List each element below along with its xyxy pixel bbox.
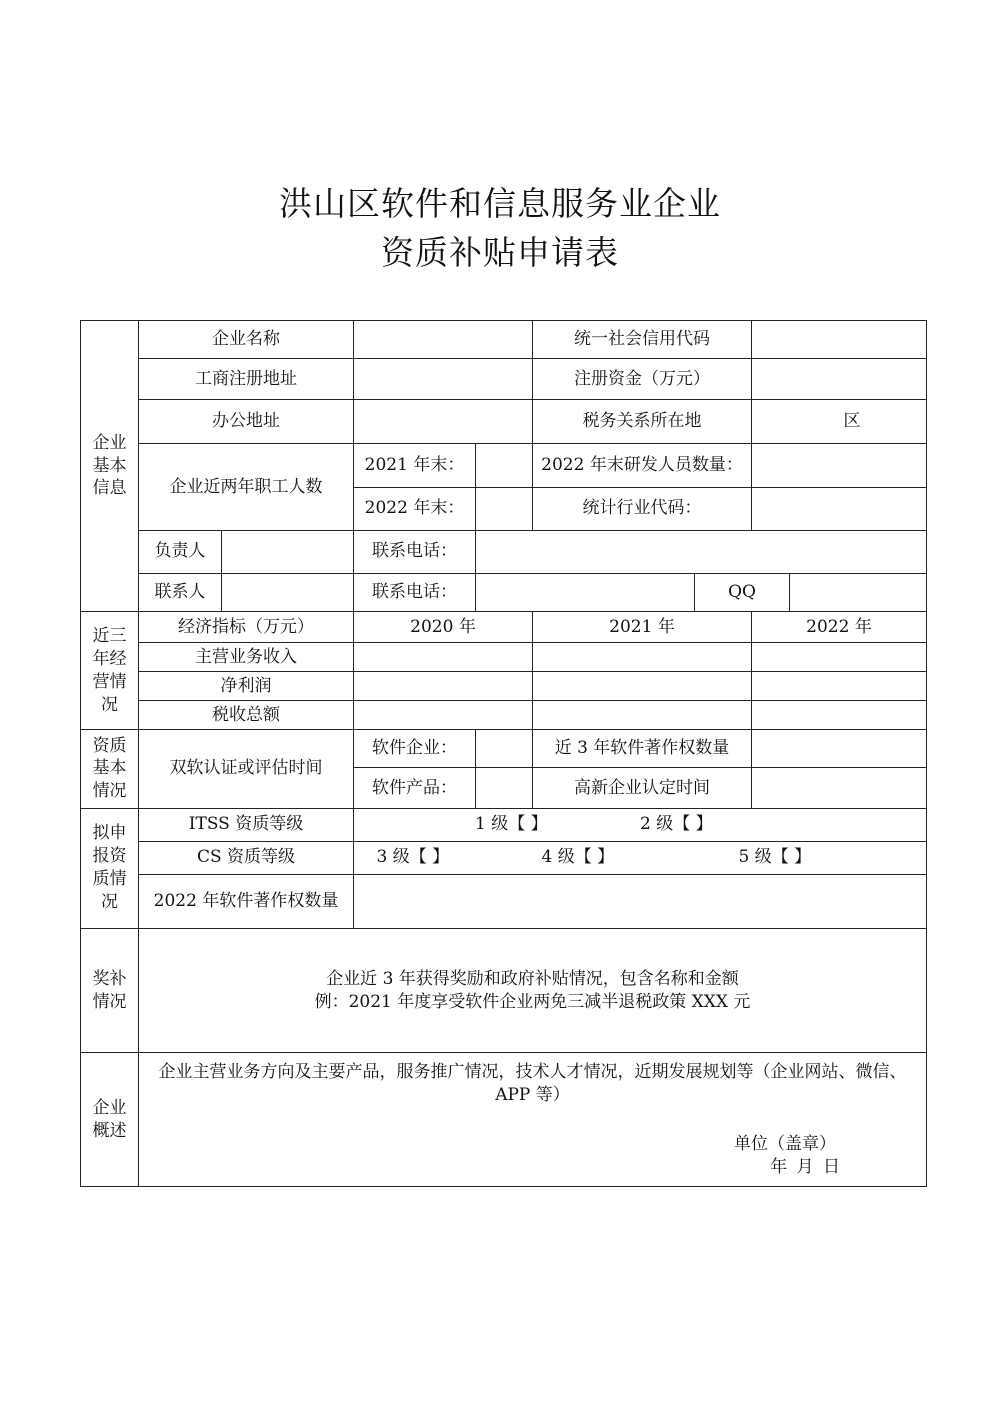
net-profit-2021-field[interactable]: [533, 672, 752, 701]
tax-total-2022-field[interactable]: [752, 701, 927, 730]
employees-2022-field[interactable]: [476, 487, 533, 530]
revenue-2020-field[interactable]: [354, 643, 533, 672]
employees-2022-label: 2022 年末：: [354, 487, 476, 530]
application-form-table: [80, 320, 927, 1187]
industry-code-field[interactable]: [752, 487, 927, 530]
award-instruction: 企业近 3 年获得奖励和政府补贴情况，包含名称和金额: [326, 968, 739, 989]
date-label: 年 月 日: [770, 1156, 843, 1177]
copyright-3y-field[interactable]: [752, 730, 927, 768]
cs-label: CS 资质等级: [139, 841, 354, 874]
employees-2021-label: 2021 年末：: [354, 444, 476, 487]
contact-label: 联系人: [139, 573, 222, 611]
tax-total-2021-field[interactable]: [533, 701, 752, 730]
cs-level-5[interactable]: 5 级【 】: [738, 847, 812, 868]
cs-level-4[interactable]: 4 级【 】: [541, 847, 615, 868]
tax-total-label: 税收总额: [139, 701, 354, 730]
employees-2021-field[interactable]: [476, 444, 533, 487]
year-2021-header: 2021 年: [533, 611, 752, 642]
copyright-2022-field[interactable]: [354, 874, 927, 928]
rd-staff-2022-field[interactable]: [752, 444, 927, 487]
net-profit-2022-field[interactable]: [752, 672, 927, 701]
phone-2-field[interactable]: [476, 573, 695, 611]
section-operations: 近三年经营情况: [81, 611, 139, 729]
tax-total-2020-field[interactable]: [354, 701, 533, 730]
credit-code-field[interactable]: [752, 321, 927, 359]
office-address-label: 办公地址: [139, 400, 354, 444]
employees-label: 企业近两年职工人数: [139, 444, 354, 530]
reg-capital-label: 注册资金（万元）: [533, 359, 752, 400]
overview-field[interactable]: [139, 1053, 927, 1187]
phone-1-label: 联系电话：: [354, 530, 476, 573]
itss-level-options: [354, 808, 927, 841]
office-address-field[interactable]: [354, 400, 533, 444]
section-qualification: 资质基本情况: [81, 730, 139, 808]
cert-time-label: 双软认证或评估时间: [139, 730, 354, 808]
person-in-charge-label: 负责人: [139, 530, 222, 573]
phone-1-field[interactable]: [476, 530, 927, 573]
cs-level-3[interactable]: 3 级【 】: [376, 847, 450, 868]
reg-address-field[interactable]: [354, 359, 533, 400]
reg-capital-field[interactable]: [752, 359, 927, 400]
software-enterprise-field[interactable]: [476, 730, 533, 768]
net-profit-2020-field[interactable]: [354, 672, 533, 701]
tax-location-field[interactable]: 区: [752, 400, 927, 444]
stamp-label: 单位（盖章）: [734, 1133, 837, 1154]
form-title-line-2: 资质补贴申请表: [381, 233, 619, 272]
reg-address-label: 工商注册地址: [139, 359, 354, 400]
revenue-2021-field[interactable]: [533, 643, 752, 672]
award-example: 例：2021 年度享受软件企业两免三减半退税政策 XXX 元: [314, 991, 751, 1012]
qq-label: QQ: [695, 573, 790, 611]
itss-label: ITSS 资质等级: [139, 808, 354, 841]
cs-level-options: [354, 841, 927, 874]
net-profit-label: 净利润: [139, 672, 354, 701]
year-2022-header: 2022 年: [752, 611, 927, 642]
credit-code-label: 统一社会信用代码: [533, 321, 752, 359]
rd-staff-2022-label: 2022 年末研发人员数量：: [533, 444, 752, 487]
section-apply: 拟申报资质情况: [81, 808, 139, 928]
software-product-field[interactable]: [476, 768, 533, 808]
copyright-2022-label: 2022 年软件著作权数量: [139, 874, 354, 928]
software-enterprise-label: 软件企业：: [354, 730, 476, 768]
award-field[interactable]: [139, 928, 927, 1052]
section-overview: 企业概述: [81, 1053, 139, 1187]
person-in-charge-field[interactable]: [222, 530, 354, 573]
overview-instruction: 企业主营业务方向及主要产品，服务推广情况，技术人才情况，近期发展规划等（企业网站、微信、APP 等）: [158, 1061, 907, 1105]
indicator-header: 经济指标（万元）: [139, 611, 354, 642]
qq-field[interactable]: [790, 573, 927, 611]
hightech-time-label: 高新企业认定时间: [533, 768, 752, 808]
form-title-line-1: 洪山区软件和信息服务业企业: [279, 184, 721, 223]
contact-field[interactable]: [222, 573, 354, 611]
itss-level-2[interactable]: 2 级【 】: [640, 814, 713, 835]
industry-code-label: 统计行业代码：: [533, 487, 752, 530]
phone-2-label: 联系电话：: [354, 573, 476, 611]
revenue-label: 主营业务收入: [139, 643, 354, 672]
itss-level-1[interactable]: 1 级【 】: [475, 814, 548, 835]
tax-location-label: 税务关系所在地: [533, 400, 752, 444]
company-name-field[interactable]: [354, 321, 533, 359]
copyright-3y-label: 近 3 年软件著作权数量: [533, 730, 752, 768]
software-product-label: 软件产品：: [354, 768, 476, 808]
section-award: 奖补情况: [81, 928, 139, 1052]
hightech-time-field[interactable]: [752, 768, 927, 808]
section-basic-info: 企业基本信息: [81, 321, 139, 612]
year-2020-header: 2020 年: [354, 611, 533, 642]
revenue-2022-field[interactable]: [752, 643, 927, 672]
company-name-label: 企业名称: [139, 321, 354, 359]
